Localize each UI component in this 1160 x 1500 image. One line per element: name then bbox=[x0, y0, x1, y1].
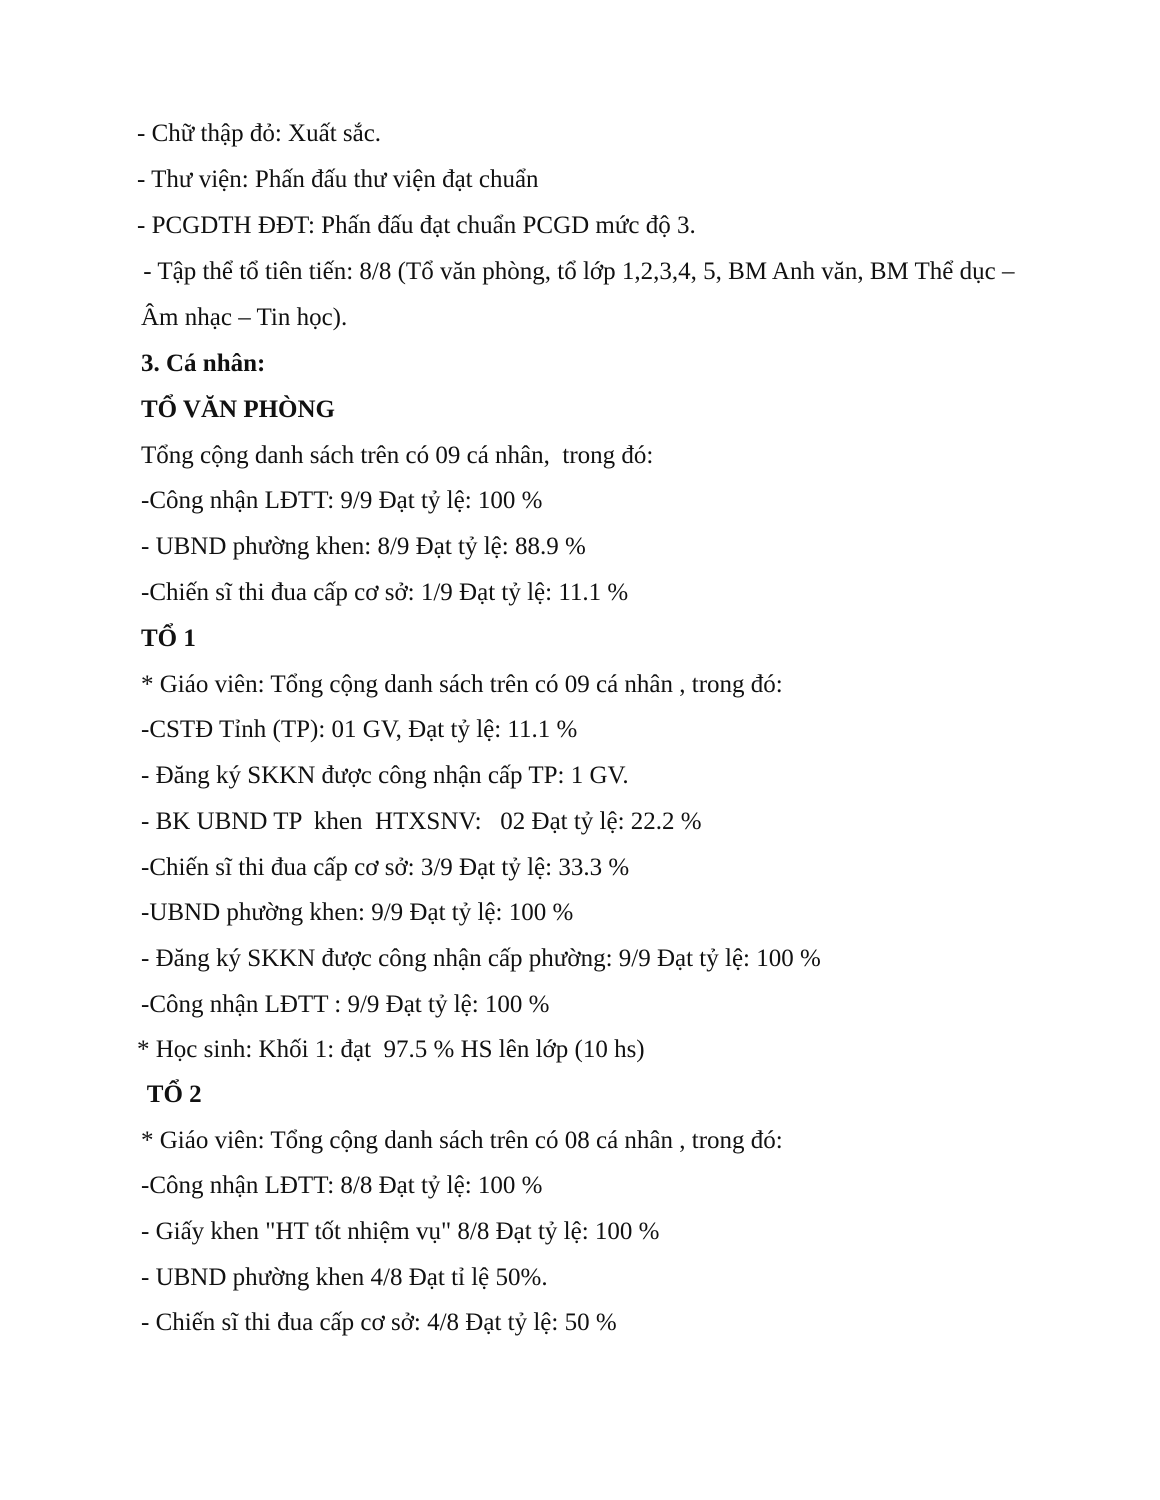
text-line-advanced-groups-cont: Âm nhạc – Tin học). bbox=[141, 304, 348, 331]
text-line-to2-ubnd: - UBND phường khen 4/8 Đạt tỉ lệ 50%. bbox=[141, 1264, 548, 1291]
text-line-to1-skkn-ward: - Đăng ký SKKN được công nhận cấp phường: 9/9 Đạt tỷ lệ: 100 % bbox=[141, 945, 821, 972]
group-heading-office: TỔ VĂN PHÒNG bbox=[141, 396, 335, 423]
text-line-to2-emulation: - Chiến sĩ thi đua cấp cơ sở: 4/8 Đạt tỷ lệ: 50 % bbox=[141, 1309, 617, 1336]
text-line-to2-ldtt: -Công nhận LĐTT: 8/8 Đạt tỷ lệ: 100 % bbox=[141, 1172, 543, 1199]
text-line-office-total: Tổng cộng danh sách trên có 09 cá nhân, trong đó: bbox=[141, 442, 654, 469]
text-line-to2-certificate: - Giấy khen "HT tốt nhiệm vụ" 8/8 Đạt tỷ lệ: 100 % bbox=[141, 1218, 660, 1245]
text-line-office-emulation: -Chiến sĩ thi đua cấp cơ sở: 1/9 Đạt tỷ lệ: 11.1 % bbox=[141, 579, 629, 606]
group-heading-to1: TỔ 1 bbox=[141, 625, 196, 652]
text-line-to1-ldtt: -Công nhận LĐTT : 9/9 Đạt tỷ lệ: 100 % bbox=[141, 991, 550, 1018]
text-line-to1-bk-ubnd: - BK UBND TP khen HTXSNV: 02 Đạt tỷ lệ: 22.2 % bbox=[141, 808, 702, 835]
text-line-to1-students: * Học sinh: Khối 1: đạt 97.5 % HS lên lớp (10 hs) bbox=[137, 1036, 645, 1063]
text-line-office-ldtt: -Công nhận LĐTT: 9/9 Đạt tỷ lệ: 100 % bbox=[141, 487, 543, 514]
text-line-to1-teachers: * Giáo viên: Tổng cộng danh sách trên có 09 cá nhân , trong đó: bbox=[141, 671, 783, 698]
text-line-library: - Thư viện: Phấn đấu thư viện đạt chuẩn bbox=[137, 166, 539, 193]
text-line-to1-emulation: -Chiến sĩ thi đua cấp cơ sở: 3/9 Đạt tỷ lệ: 33.3 % bbox=[141, 854, 630, 881]
text-line-office-ubnd: - UBND phường khen: 8/9 Đạt tỷ lệ: 88.9 % bbox=[141, 533, 586, 560]
text-line-to2-teachers: * Giáo viên: Tổng cộng danh sách trên có 08 cá nhân , trong đó: bbox=[141, 1127, 783, 1154]
text-line-to1-cstd: -CSTĐ Tỉnh (TP): 01 GV, Đạt tỷ lệ: 11.1 % bbox=[141, 716, 578, 743]
text-line-red-cross: - Chữ thập đỏ: Xuất sắc. bbox=[137, 120, 382, 147]
text-line-to1-skkn-tp: - Đăng ký SKKN được công nhận cấp TP: 1 GV. bbox=[141, 762, 629, 789]
text-line-to1-ubnd: -UBND phường khen: 9/9 Đạt tỷ lệ: 100 % bbox=[141, 899, 574, 926]
section-heading-individuals: 3. Cá nhân: bbox=[141, 350, 266, 377]
group-heading-to2: TỔ 2 bbox=[141, 1081, 202, 1108]
text-line-pcgdth: - PCGDTH ĐĐT: Phấn đấu đạt chuẩn PCGD mức độ 3. bbox=[137, 212, 696, 239]
text-line-advanced-groups: - Tập thể tổ tiên tiến: 8/8 (Tổ văn phòng, tổ lớp 1,2,3,4, 5, BM Anh văn, BM Thể dục – bbox=[137, 258, 1015, 285]
